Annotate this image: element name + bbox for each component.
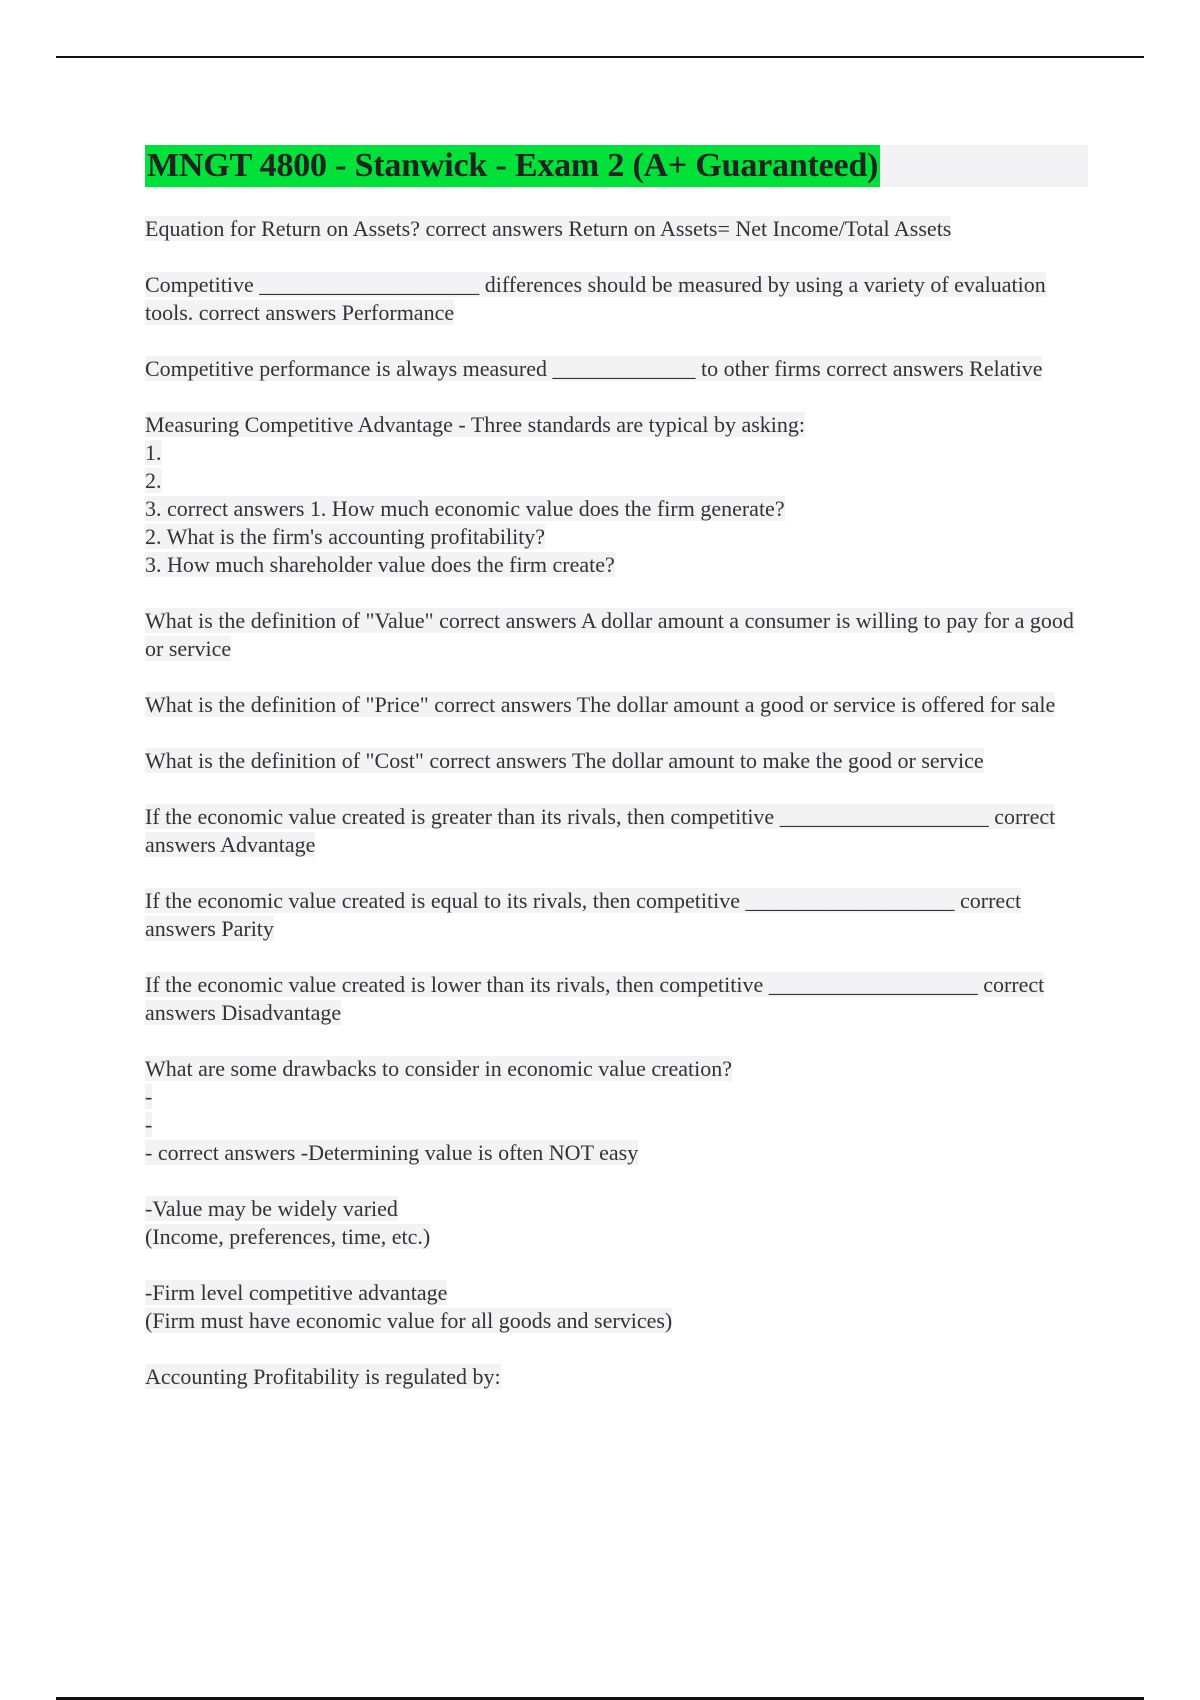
qa-line: -Firm level competitive advantage <box>145 1280 448 1305</box>
qa-item <box>145 747 1090 775</box>
qa-line: If the economic value created is equal to its rivals, then competitive ___________________ correct answers Parity <box>145 888 1022 941</box>
qa-line: What are some drawbacks to consider in economic value creation? <box>145 1056 733 1081</box>
qa-item <box>145 1279 1090 1335</box>
qa-list <box>145 215 1090 1391</box>
document-title: MNGT 4800 - Stanwick - Exam 2 (A+ Guaranteed) <box>145 145 880 187</box>
qa-item <box>145 803 1090 859</box>
qa-line: 2. What is the firm's accounting profitability? <box>145 524 546 549</box>
qa-item <box>145 1363 1090 1391</box>
qa-item <box>145 691 1090 719</box>
qa-line: Competitive performance is always measured _____________ to other firms correct answers Relative <box>145 356 1043 381</box>
title-band <box>145 145 1088 187</box>
qa-line: 3. correct answers 1. How much economic value does the firm generate? <box>145 496 785 521</box>
qa-item <box>145 411 1090 579</box>
qa-line: If the economic value created is greater than its rivals, then competitive ___________________ correct answers Advantage <box>145 804 1056 857</box>
qa-line: -Value may be widely varied <box>145 1196 398 1221</box>
qa-line: Measuring Competitive Advantage - Three standards are typical by asking: <box>145 412 806 437</box>
qa-line: (Income, preferences, time, etc.) <box>145 1224 431 1249</box>
header-rule <box>56 56 1144 58</box>
qa-item <box>145 1055 1090 1167</box>
qa-item <box>145 271 1090 327</box>
qa-line: (Firm must have economic value for all goods and services) <box>145 1308 673 1333</box>
qa-line: If the economic value created is lower than its rivals, then competitive ___________________ correct answers Disadvantage <box>145 972 1045 1025</box>
qa-line: What is the definition of "Price" correct answers The dollar amount a good or service is offered for sale <box>145 692 1056 717</box>
qa-line: 1. <box>145 440 162 465</box>
qa-line: Equation for Return on Assets? correct answers Return on Assets= Net Income/Total Assets <box>145 216 952 241</box>
qa-item <box>145 887 1090 943</box>
qa-item <box>145 607 1090 663</box>
qa-line: 3. How much shareholder value does the firm create? <box>145 552 615 577</box>
document-body <box>145 145 1090 1391</box>
qa-line: What is the definition of "Value" correct answers A dollar amount a consumer is willing to pay for a good or service <box>145 608 1074 661</box>
qa-line: - correct answers -Determining value is often NOT easy <box>145 1140 639 1165</box>
qa-item <box>145 971 1090 1027</box>
qa-line: What is the definition of "Cost" correct answers The dollar amount to make the good or service <box>145 748 984 773</box>
qa-item <box>145 215 1090 243</box>
qa-line: Accounting Profitability is regulated by: <box>145 1364 501 1389</box>
qa-line: Competitive ____________________ differences should be measured by using a variety of evaluation tools. correct answers Performance <box>145 272 1046 325</box>
qa-line: - <box>145 1112 153 1137</box>
qa-line: - <box>145 1084 153 1109</box>
qa-item <box>145 1195 1090 1251</box>
qa-item <box>145 355 1090 383</box>
qa-line: 2. <box>145 468 162 493</box>
